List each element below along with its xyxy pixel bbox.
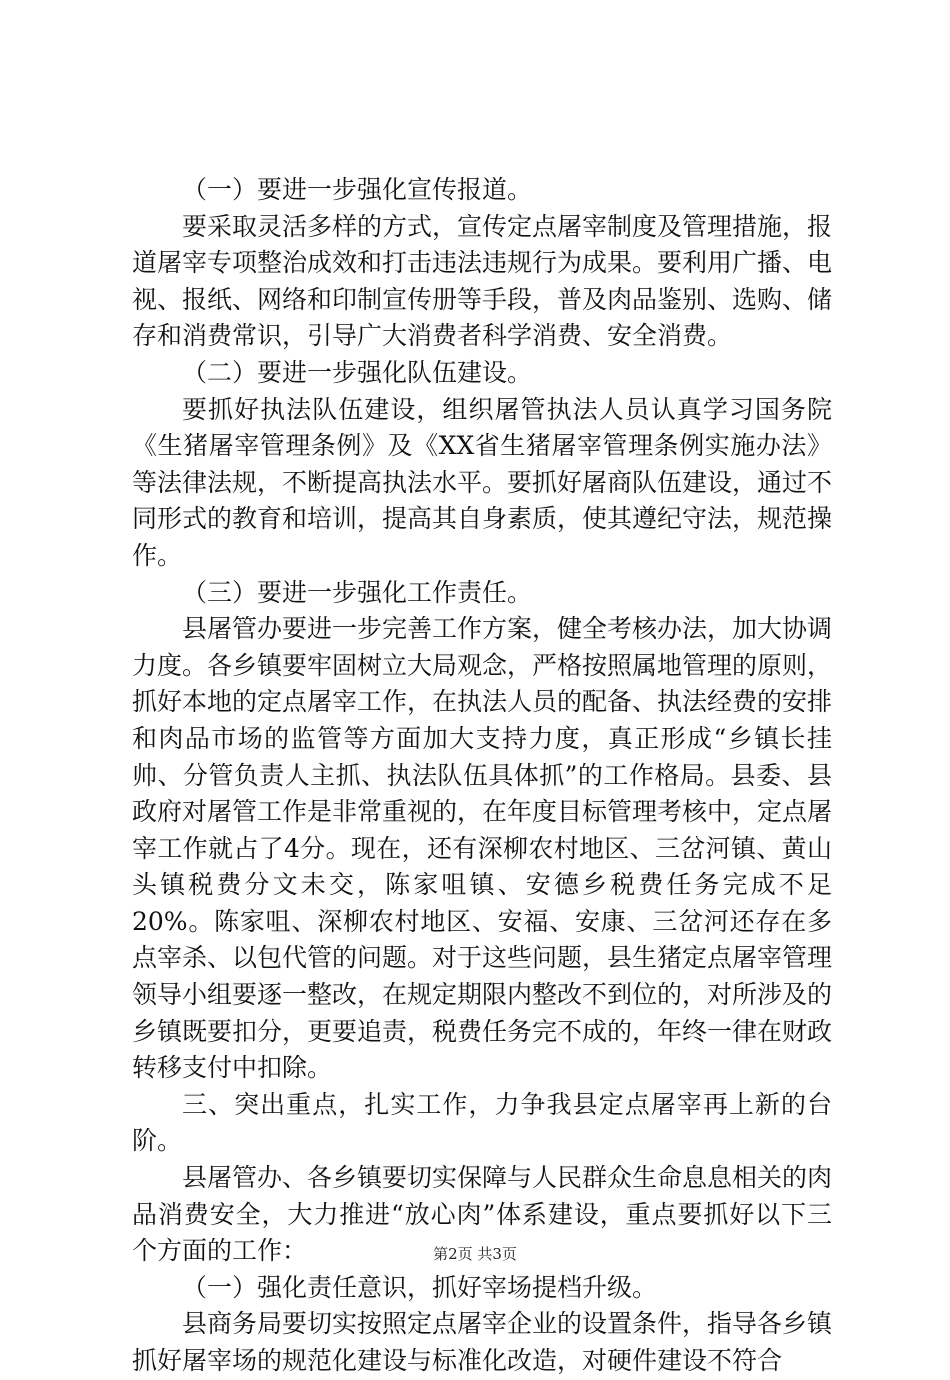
section-heading-responsibility: （三）要进一步强化工作责任。 (182, 577, 533, 607)
section-heading-team: （二）要进一步强化队伍建设。 (182, 357, 533, 387)
page-number-footer: 第2页 共3页 (433, 1245, 517, 1263)
document-body (132, 172, 832, 1380)
subsection-heading-upgrade: （一）强化责任意识，抓好宰场提档升级。 (182, 1272, 658, 1302)
paragraph-publicity: 要采取灵活多样的方式，宣传定点屠宰制度及管理措施，报道屠宰专项整治成效和打击违法违规行为成果。要利用广播、电视、报纸、网络和印制宣传册等手段，普及肉品鉴别、选购、储存和消费常识，引导广大消费者科学消费、安全消费。 (132, 211, 833, 351)
paragraph-upgrade: 县商务局要切实按照定点屠宰企业的设置条件，指导各乡镇抓好屠宰场的规范化建设与标准化改造，对硬件建设不符合 (132, 1309, 833, 1375)
section-heading-publicity: （一）要进一步强化宣传报道。 (182, 175, 533, 204)
paragraph-responsibility: 县屠管办要进一步完善工作方案，健全考核办法，加大协调力度。各乡镇要牢固树立大局观念，严格按照属地管理的原则，抓好本地的定点屠宰工作，在执法人员的配备、执法经费的安排和肉品市场的监管等方面加大支持力度，真正形成“乡镇长挂帅、分管负责人主抓、执法队伍具体抓”的工作格局。县委、县政府对屠管工作是非常重视的，在年度目标管理考核中，定点屠宰工作就占了4分。现在，还有深柳农村地区、三岔河镇、黄山头镇税费分文未交，陈家咀镇、安德乡税费任务完成不足20%。陈家咀、深柳农村地区、安福、安康、三岔河还存在多点宰杀、以包代管的问题。对于这些问题，县生猪定点屠宰管理领导小组要逐一整改，在规定期限内整改不到位的，对所涉及的乡镇既要扣分，更要追责，税费任务完不成的，年终一律在财政转移支付中扣除。 (132, 614, 833, 1083)
section-heading-priorities: 三、突出重点，扎实工作，力争我县定点屠宰再上新的台阶。 (132, 1089, 832, 1156)
paragraph-team: 要抓好执法队伍建设，组织屠管执法人员认真学习国务院《生猪屠宰管理条例》及《XX省生猪屠宰管理条例实施办法》等法律法规，不断提高执法水平。要抓好屠商队伍建设，通过不同形式的教育和培训，提高其自身素质，使其遵纪守法，规范操作。 (132, 394, 833, 570)
paragraph-priorities: 县屠管办、各乡镇要切实保障与人民群众生命息息相关的肉品消费安全，大力推进“放心肉”体系建设，重点要抓好以下三个方面的工作： (132, 1163, 833, 1266)
